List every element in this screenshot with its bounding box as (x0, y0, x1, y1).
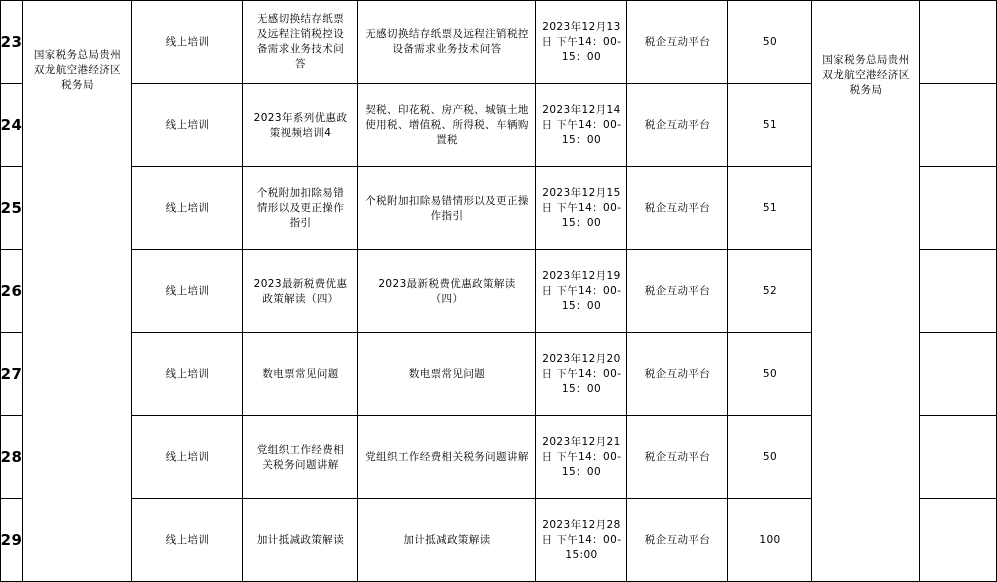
training-title: 个税附加扣除易错情形以及更正操作指引 (256, 187, 345, 229)
training-platform: 税企互动平台 (644, 368, 711, 380)
training-platform-cell (627, 333, 728, 416)
training-content: 无感切换结存纸票及远程注销税控设备需求业务技术问答 (365, 28, 529, 55)
host-merged-cell (812, 40, 920, 110)
training-time: 2023年12月28日 下午14：00-15:00 (541, 519, 622, 561)
training-type: 线上培训 (165, 35, 210, 48)
training-title: 加计抵减政策解读 (256, 534, 345, 546)
training-type-cell (132, 84, 243, 167)
training-title-cell (243, 0, 358, 84)
training-platform: 税企互动平台 (644, 285, 711, 297)
training-title: 无感切换结存纸票及远程注销税控设备需求业务技术问答 (256, 13, 345, 70)
training-content-cell (358, 499, 536, 582)
training-time-cell (536, 0, 627, 84)
training-time-cell (536, 333, 627, 416)
training-type: 线上培训 (165, 368, 210, 380)
training-type: 线上培训 (165, 451, 210, 463)
training-content-cell (358, 167, 536, 250)
training-content: 数电票常见问题 (408, 368, 486, 380)
grid-line-vertical (919, 0, 920, 582)
training-content-cell (358, 0, 536, 84)
organizer-label: 国家税务总局贵州双龙航空港经济区税务局 (33, 48, 122, 91)
participant-count: 51 (762, 119, 778, 131)
row-number-cell (0, 84, 23, 167)
training-time-cell (536, 416, 627, 499)
training-type-cell (132, 333, 243, 416)
grid-line-horizontal (919, 498, 997, 499)
training-type-cell (132, 416, 243, 499)
participant-count: 50 (762, 451, 778, 463)
training-content-cell (358, 416, 536, 499)
row-number-cell (0, 167, 23, 250)
training-platform: 税企互动平台 (644, 534, 711, 546)
training-platform-cell (627, 416, 728, 499)
training-title-cell (243, 416, 358, 499)
training-content-cell (358, 333, 536, 416)
training-time: 2023年12月21日 下午14：00-15：00 (541, 436, 622, 478)
organizer-merged-cell (23, 0, 132, 140)
row-number: 23 (0, 32, 23, 51)
participant-count: 50 (762, 35, 778, 48)
training-title-cell (243, 84, 358, 167)
training-time-cell (536, 84, 627, 167)
participant-count-cell (728, 84, 812, 167)
training-time: 2023年12月19日 下午14：00-15：00 (541, 270, 622, 312)
training-platform: 税企互动平台 (644, 202, 711, 214)
training-platform: 税企互动平台 (644, 119, 711, 131)
training-platform: 税企互动平台 (644, 451, 711, 463)
row-number-cell (0, 250, 23, 333)
row-number: 27 (0, 365, 23, 383)
participant-count: 100 (759, 534, 781, 546)
training-type: 线上培训 (165, 285, 210, 297)
training-platform-cell (627, 167, 728, 250)
training-time-cell (536, 250, 627, 333)
participant-count: 51 (762, 202, 778, 214)
participant-count-cell (728, 416, 812, 499)
grid-line-horizontal (919, 83, 997, 84)
participant-count-cell (728, 499, 812, 582)
grid-line-horizontal (919, 249, 997, 250)
training-platform: 税企互动平台 (644, 35, 711, 48)
row-number: 29 (0, 531, 23, 549)
training-title: 数电票常见问题 (262, 368, 339, 380)
row-number-cell (0, 499, 23, 582)
training-platform-cell (627, 84, 728, 167)
participant-count-cell (728, 167, 812, 250)
training-type: 线上培训 (165, 119, 210, 131)
training-content: 2023最新税费优惠政策解读（四） (378, 277, 516, 305)
training-type-cell (132, 0, 243, 84)
training-title-cell (243, 250, 358, 333)
row-number: 25 (0, 199, 23, 217)
row-number: 24 (0, 116, 23, 134)
training-content-cell (358, 84, 536, 167)
training-type: 线上培训 (165, 534, 210, 546)
training-content: 党组织工作经费相关税务问题讲解 (365, 451, 529, 463)
training-type-cell (132, 499, 243, 582)
training-time: 2023年12月14日 下午14：00-15：00 (541, 104, 622, 146)
row-number-cell (0, 0, 23, 84)
training-title: 党组织工作经费相关税务问题讲解 (256, 443, 345, 471)
row-number: 28 (0, 448, 23, 466)
participant-count-cell (728, 333, 812, 416)
training-platform-cell (627, 499, 728, 582)
participant-count-cell (728, 0, 812, 84)
training-content: 加计抵减政策解读 (403, 534, 491, 546)
row-number-cell (0, 333, 23, 416)
training-type-cell (132, 167, 243, 250)
host-label: 国家税务总局贵州双龙航空港经济区税务局 (822, 53, 910, 96)
grid-line-horizontal (919, 332, 997, 333)
row-number-cell (0, 416, 23, 499)
grid-line-horizontal (919, 415, 997, 416)
training-content-cell (358, 250, 536, 333)
row-number: 26 (0, 282, 23, 300)
training-title: 2023年系列优惠政策视频培训4 (253, 111, 348, 139)
training-content: 契税、印花税、房产税、城镇土地使用税、增值税、所得税、车辆购置税 (365, 104, 529, 146)
training-type-cell (132, 250, 243, 333)
training-time-cell (536, 499, 627, 582)
training-platform-cell (627, 250, 728, 333)
training-title-cell (243, 167, 358, 250)
participant-count: 52 (762, 285, 778, 297)
participant-count-cell (728, 250, 812, 333)
training-title-cell (243, 499, 358, 582)
participant-count: 50 (762, 368, 778, 380)
training-time: 2023年12月15日 下午14：00-15：00 (541, 187, 622, 229)
training-type: 线上培训 (165, 202, 210, 214)
training-time: 2023年12月13日 下午14：00-15：00 (541, 20, 622, 63)
training-title: 2023最新税费优惠政策解读（四） (253, 277, 348, 305)
training-time-cell (536, 167, 627, 250)
training-platform-cell (627, 0, 728, 84)
grid-line-horizontal (919, 166, 997, 167)
training-content: 个税附加扣除易错情形以及更正操作指引 (365, 194, 529, 222)
training-time: 2023年12月20日 下午14：00-15：00 (541, 353, 622, 395)
training-title-cell (243, 333, 358, 416)
